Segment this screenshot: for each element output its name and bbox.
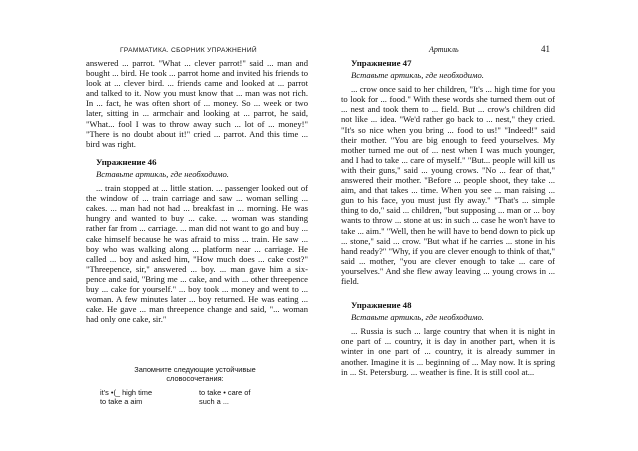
exercise-47-text: ... crow once said to her children, "It's ... high time for you to look for ... food." With these words she turned them out of ... nest and took them to ... field. But ... crow's children did not like ... idea. "We'd rather go back to ... nest," they cried. "It's so nice when you bring ... food to us!" "Indeed!" said their mother. "You are big enough to feed yourselves. My mother turned me out of ... nest when I was much younger, and I had to take ... care of myself." "But... people will kill us with their guns," said ... young crows. "No ... fear of that," answered their mother. "Before ... people shoot, they take ... aim, and that takes ... time. When you see ... man raising ... gun to his face, you must just fly away." "That's ... simple thing to do," said ... children, "but supposing ... man or ... boy wants to throw ... stone at us: in such ... case he won't have to take ... aim." "Well, then he will have to bend down to pick up ... stone," said ... crow. "But what if he carries ... stone in his hand ready?" "Why, if you are clever enough to think of that," said ... mother, "you are clever enough to take ... care of yourselves." And she flew away leaving ... young crows in ... field. — [341, 84, 555, 286]
exercise-46-instruction: Вставьте артикль, где необходимо. — [96, 168, 229, 179]
right-page — [319, 0, 638, 451]
exercise-48-instruction: Вставьте артикль, где необходимо. — [351, 312, 484, 323]
exercise-46-title: Упражнение 46 — [96, 156, 157, 167]
memo-phrase: to take a aim — [100, 397, 143, 406]
exercise-48-title: Упражнение 48 — [351, 300, 412, 311]
memo-title-line1: Запомните следующие устойчивые — [134, 365, 256, 374]
page-number: 41 — [541, 44, 550, 54]
exercise-46-text: ... train stopped at ... little station. ... passenger looked out of the window of ... train carriage and saw ... woman selling ... cakes. ... man had not had ... breakfast in ... morning. He was hungry and wanted to buy ... cake. ... woman was standing rather far from ... carriage. ... man did not want to go and buy ... cake himself because he was afraid to miss ... train. He saw ... boy who was walking along ... platform near ... carriage. He called ... boy and asked him, "How much does ... cake cost?" "Threepence, sir," answered ... boy. ... man gave him a six-pence and said, "Bring me ... cake, and with ... other threepence buy ... cake for yourself." ... boy took ... money and went to ... woman. A few minutes later ... boy returned. He was eating ... cake. He gave ... man threepence change and said, "... woman had only one cake, sir." — [86, 183, 308, 325]
right-text-block — [341, 58, 555, 377]
memo-phrase: to take • care of — [199, 388, 251, 397]
running-head-left: ГРАММАТИКА. СБОРНИК УПРАЖНЕНИЙ — [120, 47, 257, 54]
memo-box — [100, 365, 290, 406]
memo-phrase: such a ... — [199, 397, 229, 406]
memo-phrases — [100, 388, 290, 406]
running-head-right: Артикль — [429, 45, 459, 54]
continued-paragraph: answered ... parrot. "What ... clever parrot!" said ... man and bought ... bird. He took ... parrot home and invited his friends to look at ... clever bird. ... friends came and looked at ... parrot and talked to it. Now you must know that ... man was not rich. In ... fact, he was often short of ... money. So ... week or two later, sitting in ... armchair and looking at ... parrot, he said, "What... fool I was to throw away such ... lot of ... money!" "There is no doubt about it!" cried ... parrot. And this time ... bird was right. — [86, 58, 308, 149]
memo-title-line2: словосочетания: — [166, 374, 224, 383]
exercise-47-title: Упражнение 47 — [351, 58, 412, 68]
memo-phrase: it's •(_ high time — [100, 388, 153, 397]
left-text-block — [86, 58, 308, 324]
exercise-47-instruction: Вставьте артикль, где необходимо. — [351, 70, 484, 81]
exercise-48-text: ... Russia is such ... large country that when it is night in one part of ... country, it is day in another part, when it is winter in one part of ... country, it is already summer in another. Imagine it is ... beginning of ... May now. It is spring in ... St. Petersburg. ... weather is fine. It is still cool at... — [341, 326, 555, 377]
memo-title — [100, 365, 290, 383]
